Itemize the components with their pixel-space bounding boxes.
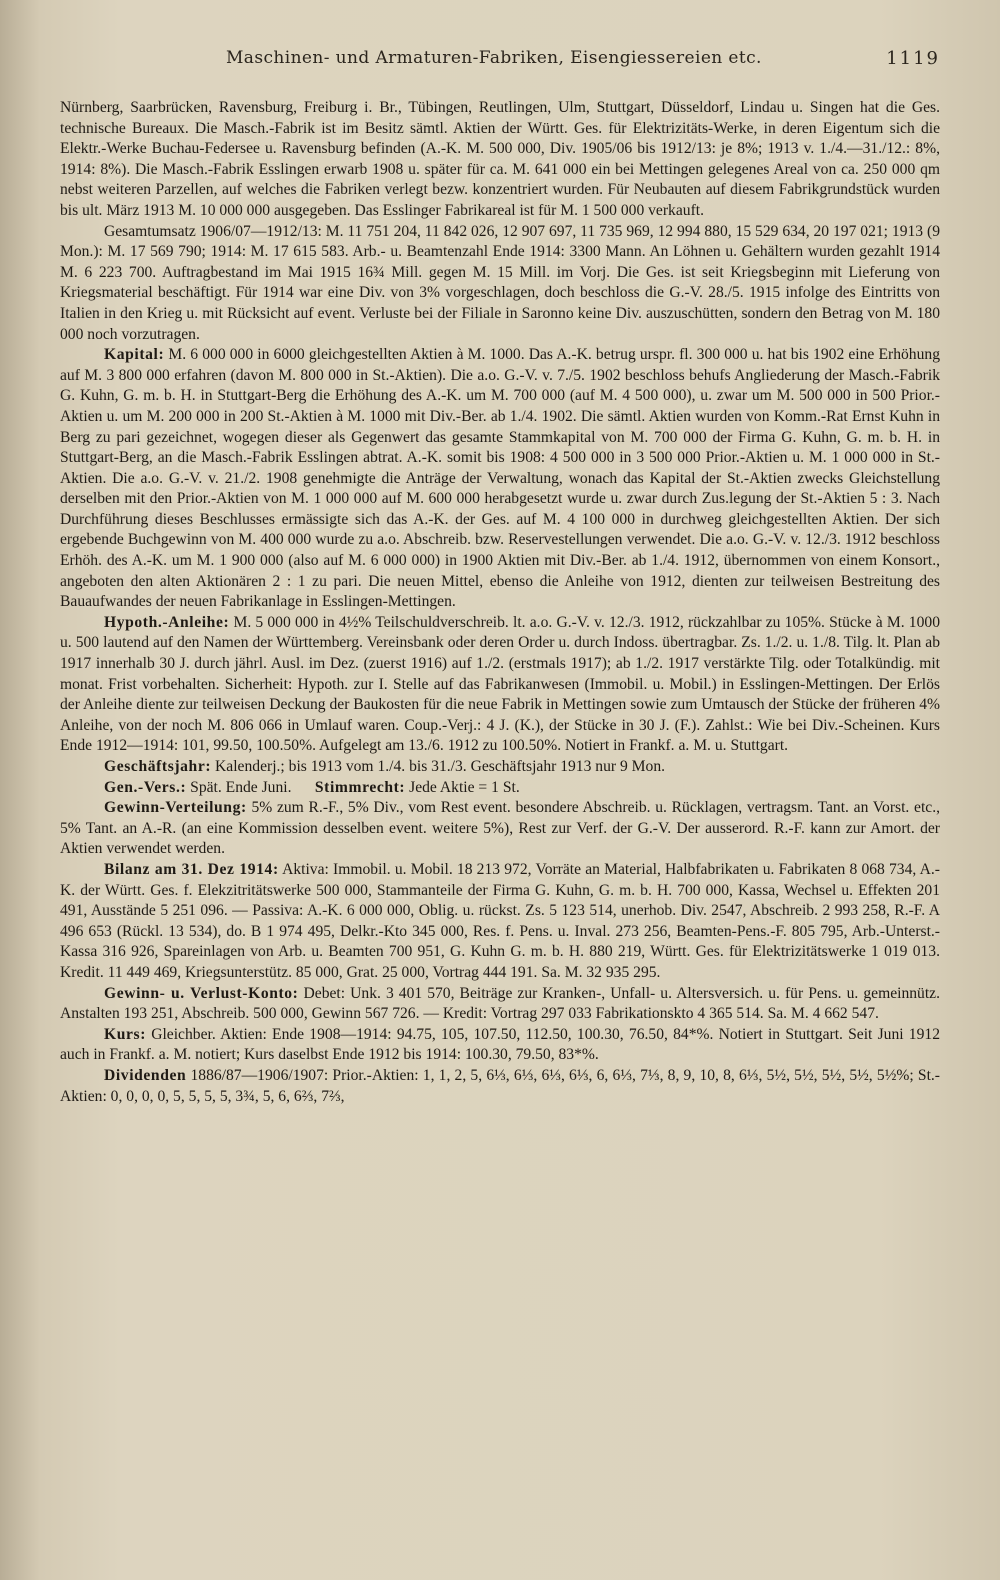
paragraph-text: M. 6 000 000 in 6000 gleichgestellten Aktien à M. 1000. Das A.-K. betrug urspr. fl. 300 000 u. hat bis 1902 eine Erhöhung auf M. 3 800 000 erfahren (davon M. 800 000 in St.-Aktien). Die a.o. G.-V. v. 7./5. 1902 beschloss behufs Angliederung der Masch.-Fabrik G. Kuhn, G. m. b. H. in Stuttgart-Berg die Erhöhung des A.-K. um M. 700 000 (auf M. 4 500 000), u. zwar um M. 500 000 in 500 Prior.-Aktien u. um M. 200 000 in 200 St.-Aktien à M. 1000 mit Div.-Ber. ab 1./4. 1902. Die sämtl. Aktien wurden von Komm.-Rat Ernst Kuhn in Berg zu pari gezeichnet, wogegen dieser als Gegenwert das gesamte Stammkapital von M. 700 000 der Firma G. Kuhn, G. m. b. H. in Stuttgart-Berg, an die Masch.-Fabrik Esslingen abtrat. A.-K. somit bis 1908: 4 500 000 in 3 500 000 Prior.-Aktien u. M. 1 000 000 in St.-Aktien. Die a.o. G.-V. v. 21./2. 1908 genehmigte die Anträge der Verwaltung, wonach das Kapital der St.-Aktien zwecks Gleichstellung derselben mit den Prior.-Aktien von M. 1 000 000 auf M. 600 000 herabgesetzt wurde u. zwar durch Zus.legung der St.-Aktien 5 : 3. Nach Durchführung dieses Beschlusses ermässigte sich das A.-K. der Ges. auf M. 4 100 000 in durchweg gleichgestellten Aktien. Der sich ergebende Buchgewinn von M. 400 000 wurde zu a.o. Abschreib. bzw. Reservestellungen verwendet. Die a.o. G.-V. v. 12./3. 1912 beschloss Erhöh. des A.-K. um M. 1 900 000 (also auf M. 6 000 000) in 1900 Aktien mit Div.-Ber. ab 1./4. 1912, übernommen von einem Konsort., angeboten den alten Aktionären 2 : 1 zu pari. Die neuen Mittel, ebenso die Anleihe von 1912, dienten zur teilweisen Bestreitung des Bauaufwandes der neuen Fabrikanlage in Esslingen-Mettingen.: [60, 346, 940, 611]
paragraph-capital: [60, 345, 940, 613]
paragraph-profit-loss: [60, 984, 940, 1025]
paragraph-balance-sheet: [60, 860, 940, 984]
page-header: [60, 48, 940, 78]
paragraph-text: Jede Aktie = 1 St.: [409, 778, 520, 796]
section-label: Geschäftsjahr:: [104, 758, 212, 775]
section-label: Kurs:: [104, 1025, 146, 1043]
paragraph-mortgage-loan: [60, 613, 940, 757]
paragraph-text: Nürnberg, Saarbrücken, Ravensburg, Freiburg i. Br., Tübingen, Reutlingen, Ulm, Stuttgart, Düsseldorf, Lindau u. Singen hat die Ges. technische Bureaux. Die Masch.-Fabrik ist im Besitz sämtl. Aktien der Württ. Ges. für Elektrizitäts-Werke, in deren Eigentum sich die Elektr.-Werke Buchau-Federsee u. Ravensburg befinden (A.-K. M. 500 000, Div. 1905/06 bis 1912/13: je 8%; 1913 v. 1./4.—31./12.: 8%, 1914: 8%). Die Masch.-Fabrik Esslingen erwarb 1908 u. später für ca. M. 641 000 ein bei Mettingen gelegenes Areal von ca. 250 000 qm nebst weiteren Parzellen, auf welches die Fabriken verlegt bezw. konzentriert wurden. Für Neubauten auf diesem Fabrikgrundstück wurden bis ult. März 1913 M. 10 000 000 ausgegeben. Das Esslinger Fabrikareal ist für M. 1 500 000 verkauft.: [60, 99, 940, 219]
paragraph-share-price: [60, 1025, 940, 1066]
paragraph-text: M. 5 000 000 in 4½% Teilschuldverschreib. lt. a.o. G.-V. v. 12./3. 1912, rückzahlbar zu 105%. Stücke à M. 1000 u. 500 lautend auf den Namen der Württemberg. Vereinsbank oder deren Order u. durch Indoss. übertragbar. Zs. 1./2. u. 1./8. Tilg. lt. Plan ab 1917 innerhalb 30 J. durch jährl. Ausl. im Dez. (zuerst 1916) auf 1./2. (erstmals 1917); ab 1./2. 1917 verstärkte Tilg. oder Totalkündig. mit monat. Frist vorbehalten. Sicherheit: Hypoth. zur I. Stelle auf das Fabrikanwesen (Immobil. u. Mobil.) in Esslingen-Mettingen. Der Erlös der Anleihe diente zur teilweisen Deckung der Baukosten für die neue Fabrik in Mettingen sowie zum Umtausch der Stücke der früheren 4% Anleihe, von der noch M. 806 066 in Umlauf waren. Coup.-Verj.: 4 J. (K.), der Stücke in 30 J. (F.). Zahlst.: Wie bei Div.-Scheinen. Kurs Ende 1912—1914: 101, 99.50, 100.50%. Aufgelegt am 13./6. 1912 zu 100.50%. Notiert in Frankf. a. M. u. Stuttgart.: [60, 613, 940, 755]
paragraph-turnover: [60, 222, 940, 346]
page-number: 1119: [886, 48, 940, 69]
section-label: Bilanz am 31. Dez 1914:: [104, 860, 279, 878]
paragraph-text: 5% zum R.-F., 5% Div., vom Rest event. besondere Abschreib. u. Rücklagen, vertragsm. Tant. an Vorst. etc., 5% Tant. an A.-R. (an eine Kommission desselben event. weitere 5%), Rest zur Verf. der G.-V. Der ausserord. R.-F. kann zur Amort. der Aktien verwendet werden.: [60, 799, 940, 858]
section-label: Gewinn- u. Verlust-Konto:: [104, 984, 299, 1002]
section-label: Stimmrecht:: [314, 778, 406, 796]
paragraph-text: Spät. Ende Juni.: [190, 778, 292, 796]
paragraph-locations: [60, 98, 940, 222]
paragraph-text: Aktiva: Immobil. u. Mobil. 18 213 972, Vorräte an Material, Halbfabrikaten u. Fabrikaten 8 068 734, A.-K. der Württ. Ges. f. Elekzitritätswerke 500 000, Stammanteile der Firma G. Kuhn, G. m. b. H. 700 000, Kassa, Wechsel u. Effekten 201 491, Ausstände 5 251 096. — Passiva: A.-K. 6 000 000, Oblig. u. rückst. Zs. 5 123 514, unerhob. Div. 2547, Abschreib. 2 993 258, R.-F. A 496 653 (Rückl. 13 534), do. B 1 974 495, Delkr.-Kto 345 000, Res. f. Pens. u. Inval. 273 256, Beamten-Pens.-F. 805 795, Arb.-Unterst.-Kassa 316 926, Spareinlagen von Arb. u. Beamten 700 951, G. Kuhn G. m. b. H. 880 219, Württ. Ges. für Elektrizitätswerke 1 019 013. Kredit. 11 449 469, Kriegsunterstütz. 85 000, Grat. 25 000, Vortrag 444 191. Sa. M. 32 935 295.: [60, 860, 940, 981]
section-label: Gewinn-Verteilung:: [104, 799, 247, 817]
paragraph-text: Debet: Unk. 3 401 570, Beiträge zur Kranken-, Unfall- u. Altersversich. u. für Pens. u. gemeinnütz. Anstalten 193 251, Abschreib. 500 000, Gewinn 567 726. — Kredit: Vortrag 297 033 Fabrikationskto 4 365 514. Sa. M. 4 662 547.: [60, 984, 940, 1023]
section-label: Dividenden: [104, 1066, 187, 1084]
document-body: [60, 98, 940, 1107]
paragraph-text: Gleichber. Aktien: Ende 1908—1914: 94.75, 105, 107.50, 112.50, 100.30, 76.50, 84*%. Notiert in Stuttgart. Seit Juni 1912 auch in Frankf. a. M. notiert; Kurs daselbst Ende 1912 bis 1914: 100.30, 79.50, 83*%.: [60, 1025, 940, 1064]
paragraph-fiscal-year: [60, 757, 940, 778]
paragraph-profit-distribution: [60, 798, 940, 860]
paragraph-text: 1886/87—1906/1907: Prior.-Aktien: 1, 1, 2, 5, 6⅓, 6⅓, 6⅓, 6⅓, 6, 6⅓, 7⅓, 8, 9, 10, 8, 6⅓, 5½, 5½, 5½, 5½, 5½%; St.-Aktien: 0, 0, 0, 0, 5, 5, 5, 5, 3¾, 5, 6, 6⅔, 7⅔,: [60, 1066, 940, 1105]
section-label: Gen.-Vers.:: [104, 778, 187, 796]
paragraph-general-meeting: [60, 778, 940, 799]
section-label: Kapital:: [104, 346, 165, 364]
paragraph-text: Kalenderj.; bis 1913 vom 1./4. bis 31./3. Geschäftsjahr 1913 nur 9 Mon.: [215, 758, 666, 775]
running-head: Maschinen- und Armaturen-Fabriken, Eisengiessereien etc.: [226, 48, 762, 68]
paragraph-text: Gesamtumsatz 1906/07—1912/13: M. 11 751 204, 11 842 026, 12 907 697, 11 735 969, 12 994 880, 15 529 634, 20 197 021; 1913 (9 Mon.): M. 17 569 790; 1914: M. 17 615 583. Arb.- u. Beamtenzahl Ende 1914: 3300 Mann. An Löhnen u. Gehältern wurden gezahlt 1914 M. 6 223 700. Auftragbestand im Mai 1915 16¾ Mill. gegen M. 15 Mill. im Vorj. Die Ges. ist seit Kriegsbeginn mit Lieferung von Kriegsmaterial beschäftigt. Für 1914 war eine Div. von 3% vorgeschlagen, doch beschloss die G.-V. 28./5. 1915 infolge des Eintritts von Italien in den Krieg u. mit Rücksicht auf event. Verluste bei der Filiale in Saronno keine Div. auszuschütten, sondern den Betrag von M. 180 000 noch vorzutragen.: [60, 222, 940, 343]
paragraph-dividends: [60, 1066, 940, 1107]
section-label: Hypoth.-Anleihe:: [104, 613, 230, 631]
